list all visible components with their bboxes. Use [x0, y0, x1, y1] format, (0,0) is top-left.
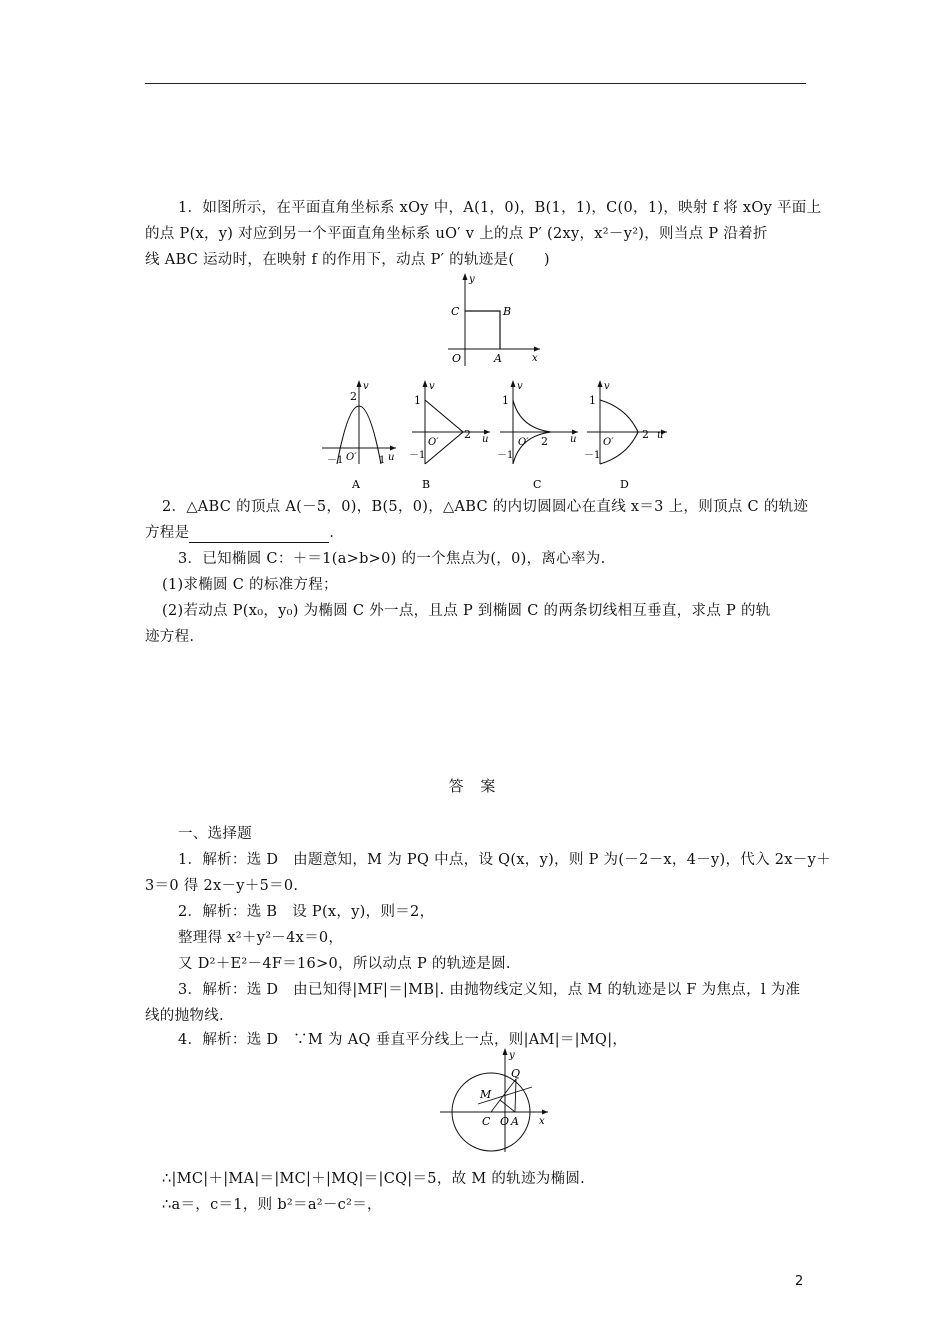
option-d-v-label: v [604, 381, 610, 392]
option-a-v-label: v [363, 381, 369, 392]
option-b-u-label: u [482, 434, 489, 445]
problem-1-line-2: 的点 P(x，y) 对应到另一个平面直角坐标系 uO′ v 上的点 P′ (2xy，x²－y²)，则当点 P 沿着折 [145, 226, 768, 242]
answer-4-line-2: ∴|MC|＋|MA|＝|MC|＋|MQ|＝|CQ|＝5，故 M 的轨迹为椭圆. [162, 1171, 586, 1187]
option-a-top-label: 2 [350, 390, 357, 403]
point-q-label: Q [511, 1067, 521, 1080]
answer-4-line-1: 4．解析：选 D ∵M 为 AQ 垂直平分线上一点，则|AM|＝|MQ|， [178, 1032, 628, 1048]
option-c-u-label: u [570, 434, 577, 445]
option-b-origin-label: O′ [428, 437, 439, 448]
origin-label: O [452, 352, 462, 365]
option-b-letter: B [422, 478, 431, 490]
option-c-neg-label: －1 [497, 450, 514, 461]
point-m-label: M [480, 1088, 492, 1101]
option-b-neg-label: －1 [409, 450, 426, 461]
circle-x-label: x [539, 1116, 545, 1127]
answer-2-line-2: 整理得 x²＋y²－4x＝0， [178, 930, 344, 946]
option-d-u-label: u [657, 430, 664, 441]
problem-1-line-1: 1．如图所示，在平面直角坐标系 xOy 中，A(1，0)，B(1，1)，C(0，1)，映射 f 将 xOy 平面上 [178, 200, 822, 216]
option-b-pos-label: 2 [464, 428, 471, 441]
problem-2-text: 方程是 [145, 525, 190, 541]
axis-x-label: x [532, 353, 538, 364]
point-c-label: C [451, 305, 460, 318]
answer-1-line-1: 1．解析：选 D 由题意知，M 为 PQ 中点，设 Q(x，y)，则 P 为(－2－x，4－y)，代入 2x－y＋ [178, 852, 831, 868]
problem-1-line-3: 线 ABC 运动时，在映射 f 的作用下，动点 P′ 的轨迹是( ) [145, 252, 550, 268]
option-b-v-label: v [429, 381, 435, 392]
answer-2-line-1: 2．解析：选 B 设 P(x，y)，则＝2， [178, 904, 435, 920]
option-c-letter: C [533, 478, 542, 490]
option-d-origin-label: O′ [603, 437, 614, 448]
circle-point-a-label: A [511, 1115, 519, 1128]
option-a-origin-label: O′ [346, 452, 357, 463]
option-c-pos-label: 2 [541, 435, 548, 448]
problem-2-end: ． [329, 525, 345, 541]
problem-3-line-1: 3．已知椭圆 C：＋＝1(a>b>0) 的一个焦点为(，0)，离心率为. [178, 551, 606, 567]
option-b-graph [408, 378, 492, 494]
point-a-label: A [494, 352, 502, 365]
problem-3-line-4: 迹方程. [145, 629, 195, 645]
problem-2-line-2 [145, 523, 344, 543]
option-a-pos-label: 1 [379, 455, 386, 466]
option-a-graph [318, 378, 398, 494]
option-d-letter: D [620, 478, 629, 490]
option-b-top-label: 1 [414, 394, 421, 407]
option-c-v-label: v [517, 381, 523, 392]
answer-1-line-2: 3＝0 得 2x－y＋5＝0. [145, 878, 299, 894]
figure-abc-path [440, 270, 550, 374]
figure-circle [436, 1046, 556, 1160]
problem-3-line-3: (2)若动点 P(x₀，y₀) 为椭圆 C 外一点，且点 P 到椭圆 C 的两条切线相互垂直，求点 P 的轨 [162, 603, 771, 619]
option-c-origin-label: O′ [518, 437, 529, 448]
option-d-top-label: 1 [589, 394, 596, 407]
answer-blank [189, 528, 329, 543]
page-number: 2 [795, 1274, 804, 1289]
answer-3-line-2: 线的抛物线. [145, 1008, 224, 1024]
answer-section-title: 一、选择题 [178, 826, 252, 842]
problem-3-line-2: (1)求椭圆 C 的标准方程； [162, 577, 338, 593]
answer-3-line-1: 3．解析：选 D 由已知得|MF|＝|MB|. 由抛物线定义知，点 M 的轨迹是以 F 为焦点，l 为准 [178, 982, 801, 998]
circle-y-label: y [509, 1050, 515, 1061]
answer-4-line-3: ∴a＝，c＝1，则 b²＝a²－c²＝， [162, 1197, 382, 1213]
option-a-letter: A [352, 478, 360, 490]
answer-2-line-3: 又 D²＋E²－4F＝16>0，所以动点 P 的轨迹是圆. [178, 956, 511, 972]
option-d-neg-label: －1 [584, 450, 601, 461]
circle-point-c-label: C [482, 1115, 491, 1128]
axis-y-label: y [469, 274, 475, 285]
answer-heading: 答 案 [448, 777, 502, 795]
option-a-u-label: u [388, 452, 395, 463]
circle-origin-label: O [500, 1115, 510, 1128]
problem-2-line-1: 2．△ABC 的顶点 A(－5，0)，B(5，0)，△ABC 的内切圆圆心在直线 x＝3 上，则顶点 C 的轨迹 [162, 499, 809, 515]
option-a-neg-label: －1 [327, 455, 344, 466]
point-b-label: B [503, 305, 512, 318]
option-d-graph [583, 378, 669, 494]
header-rule [145, 83, 806, 84]
option-c-graph [496, 378, 580, 494]
option-d-pos-label: 2 [642, 428, 649, 441]
option-c-top-label: 1 [502, 394, 509, 407]
